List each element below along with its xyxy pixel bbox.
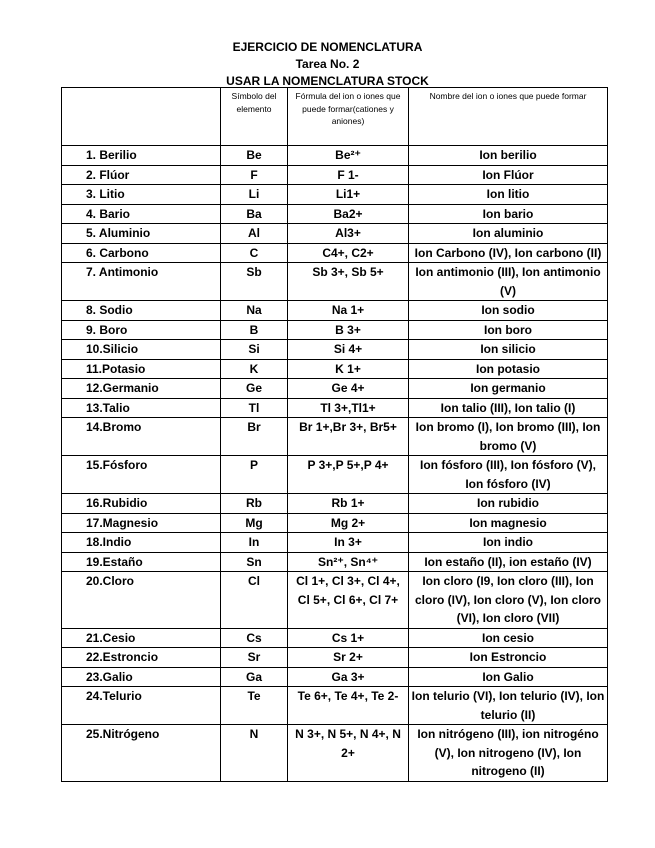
ion-name-cell: Ion Carbono (IV), Ion carbono (II) xyxy=(409,243,608,263)
ion-name-cell: Ion sodio xyxy=(409,301,608,321)
element-name-cell: 5. Aluminio xyxy=(62,224,221,244)
ion-name-cell: Ion silicio xyxy=(409,340,608,360)
ion-name-cell: Ion berilio xyxy=(409,146,608,166)
element-name-cell: 13.Talio xyxy=(62,398,221,418)
header-formula: Fórmula del ion o iones que puede formar(cationes y aniones) xyxy=(288,88,409,146)
element-symbol-cell: Tl xyxy=(221,398,288,418)
element-symbol-cell: Cs xyxy=(221,628,288,648)
header-ion-name: Nombre del ion o iones que puede formar xyxy=(409,88,608,146)
ion-name-cell: Ion Galio xyxy=(409,667,608,687)
ion-formula-cell: In 3+ xyxy=(288,533,409,553)
ion-name-cell: Ion fósforo (III), Ion fósforo (V), Ion fósforo (IV) xyxy=(409,456,608,494)
element-symbol-cell: Si xyxy=(221,340,288,360)
element-symbol-cell: Al xyxy=(221,224,288,244)
element-name-cell: 15.Fósforo xyxy=(62,456,221,494)
element-name-cell: 12.Germanio xyxy=(62,379,221,399)
ion-formula-cell: Cs 1+ xyxy=(288,628,409,648)
instruction-line: USAR LA NOMENCLATURA STOCK xyxy=(226,74,429,87)
ion-formula-cell: Sb 3+, Sb 5+ xyxy=(288,263,409,301)
ion-name-cell: Ion magnesio xyxy=(409,513,608,533)
ion-formula-cell: Li1+ xyxy=(288,185,409,205)
table-row xyxy=(62,725,608,782)
assignment-number: Tarea No. 2 xyxy=(295,57,360,71)
table-row xyxy=(62,185,608,205)
element-symbol-cell: In xyxy=(221,533,288,553)
ion-formula-cell: K 1+ xyxy=(288,359,409,379)
element-name-cell: 17.Magnesio xyxy=(62,513,221,533)
element-name-cell: 11.Potasio xyxy=(62,359,221,379)
table-row xyxy=(62,301,608,321)
table-row xyxy=(62,379,608,399)
table-row xyxy=(62,552,608,572)
element-symbol-cell: B xyxy=(221,320,288,340)
element-name-cell: 1. Berilio xyxy=(62,146,221,166)
table-row xyxy=(62,359,608,379)
ion-formula-cell: B 3+ xyxy=(288,320,409,340)
ion-name-cell: Ion antimonio (III), Ion antimonio (V) xyxy=(409,263,608,301)
table-row xyxy=(62,494,608,514)
table-row xyxy=(62,165,608,185)
ion-name-cell: Ion germanio xyxy=(409,379,608,399)
element-name-cell: 9. Boro xyxy=(62,320,221,340)
ion-formula-cell: Na 1+ xyxy=(288,301,409,321)
ion-formula-cell: Sn²⁺, Sn⁴⁺ xyxy=(288,552,409,572)
ion-name-cell: Ion bromo (I), Ion bromo (III), Ion bromo (V) xyxy=(409,418,608,456)
ion-formula-cell: Tl 3+,Tl1+ xyxy=(288,398,409,418)
element-name-cell: 22.Estroncio xyxy=(62,648,221,668)
table-row xyxy=(62,687,608,725)
table-row xyxy=(62,340,608,360)
element-symbol-cell: Sr xyxy=(221,648,288,668)
ion-formula-cell: Al3+ xyxy=(288,224,409,244)
ion-name-cell: Ion estaño (II), ion estaño (IV) xyxy=(409,552,608,572)
ion-formula-cell: N 3+, N 5+, N 4+, N 2+ xyxy=(288,725,409,782)
element-name-cell: 25.Nitrógeno xyxy=(62,725,221,782)
element-symbol-cell: K xyxy=(221,359,288,379)
element-symbol-cell: Te xyxy=(221,687,288,725)
table-body xyxy=(62,146,608,782)
ion-formula-cell: Cl 1+, Cl 3+, Cl 4+, Cl 5+, Cl 6+, Cl 7+ xyxy=(288,572,409,629)
element-symbol-cell: Rb xyxy=(221,494,288,514)
ion-name-cell: Ion nitrógeno (III), ion nitrogéno (V), Ion nitrogeno (IV), Ion nitrogeno (II) xyxy=(409,725,608,782)
ion-name-cell: Ion Estroncio xyxy=(409,648,608,668)
ion-formula-cell: Sr 2+ xyxy=(288,648,409,668)
table-row xyxy=(62,572,608,629)
exercise-title: EJERCICIO DE NOMENCLATURA xyxy=(232,40,423,54)
element-symbol-cell: Li xyxy=(221,185,288,205)
element-symbol-cell: N xyxy=(221,725,288,782)
ion-name-cell: Ion litio xyxy=(409,185,608,205)
ion-name-cell: Ion aluminio xyxy=(409,224,608,244)
ion-formula-cell: C4+, C2+ xyxy=(288,243,409,263)
table-row xyxy=(62,224,608,244)
element-symbol-cell: C xyxy=(221,243,288,263)
table-row xyxy=(62,533,608,553)
ion-formula-cell: Be²⁺ xyxy=(288,146,409,166)
element-name-cell: 8. Sodio xyxy=(62,301,221,321)
element-name-cell: 16.Rubidio xyxy=(62,494,221,514)
table-row xyxy=(62,456,608,494)
ion-name-cell: Ion cesio xyxy=(409,628,608,648)
ion-name-cell: Ion talio (III), Ion talio (I) xyxy=(409,398,608,418)
element-symbol-cell: Br xyxy=(221,418,288,456)
element-name-cell: 7. Antimonio xyxy=(62,263,221,301)
ion-name-cell: Ion rubidio xyxy=(409,494,608,514)
ion-formula-cell: Te 6+, Te 4+, Te 2- xyxy=(288,687,409,725)
element-symbol-cell: P xyxy=(221,456,288,494)
header-element xyxy=(62,88,221,146)
ion-name-cell: Ion telurio (VI), Ion telurio (IV), Ion telurio (II) xyxy=(409,687,608,725)
ion-formula-cell: Ba2+ xyxy=(288,204,409,224)
element-symbol-cell: Cl xyxy=(221,572,288,629)
table-row xyxy=(62,320,608,340)
element-name-cell: 24.Telurio xyxy=(62,687,221,725)
table-row xyxy=(62,667,608,687)
ion-formula-cell: Br 1+,Br 3+, Br5+ xyxy=(288,418,409,456)
element-symbol-cell: Ba xyxy=(221,204,288,224)
ion-name-cell: Ion indio xyxy=(409,533,608,553)
element-name-cell: 2. Flúor xyxy=(62,165,221,185)
element-symbol-cell: F xyxy=(221,165,288,185)
element-symbol-cell: Ge xyxy=(221,379,288,399)
table-row xyxy=(62,398,608,418)
ion-formula-cell: Rb 1+ xyxy=(288,494,409,514)
table-row xyxy=(62,418,608,456)
ion-formula-cell: F 1- xyxy=(288,165,409,185)
element-name-cell: 4. Bario xyxy=(62,204,221,224)
ion-formula-cell: Ge 4+ xyxy=(288,379,409,399)
element-name-cell: 14.Bromo xyxy=(62,418,221,456)
table-row xyxy=(62,513,608,533)
element-name-cell: 10.Silicio xyxy=(62,340,221,360)
element-name-cell: 23.Galio xyxy=(62,667,221,687)
ion-name-cell: Ion bario xyxy=(409,204,608,224)
ion-name-cell: Ion boro xyxy=(409,320,608,340)
element-symbol-cell: Sb xyxy=(221,263,288,301)
table-row xyxy=(62,263,608,301)
ion-formula-cell: Si 4+ xyxy=(288,340,409,360)
ion-formula-cell: Mg 2+ xyxy=(288,513,409,533)
table-row xyxy=(62,204,608,224)
element-symbol-cell: Be xyxy=(221,146,288,166)
ion-formula-cell: Ga 3+ xyxy=(288,667,409,687)
table-header-row xyxy=(62,88,608,146)
table-row xyxy=(62,628,608,648)
element-symbol-cell: Mg xyxy=(221,513,288,533)
element-symbol-cell: Na xyxy=(221,301,288,321)
element-name-cell: 6. Carbono xyxy=(62,243,221,263)
element-symbol-cell: Sn xyxy=(221,552,288,572)
element-name-cell: 3. Litio xyxy=(62,185,221,205)
table-row xyxy=(62,243,608,263)
table-row xyxy=(62,146,608,166)
nomenclature-table xyxy=(61,87,608,782)
element-name-cell: 18.Indio xyxy=(62,533,221,553)
header-symbol: Símbolo del elemento xyxy=(221,88,288,146)
ion-name-cell: Ion cloro (I9, Ion cloro (III), Ion cloro (IV), Ion cloro (V), Ion cloro (VI), Ion cloro (VII) xyxy=(409,572,608,629)
ion-formula-cell: P 3+,P 5+,P 4+ xyxy=(288,456,409,494)
ion-name-cell: Ion potasio xyxy=(409,359,608,379)
element-name-cell: 19.Estaño xyxy=(62,552,221,572)
element-symbol-cell: Ga xyxy=(221,667,288,687)
element-name-cell: 20.Cloro xyxy=(62,572,221,629)
ion-name-cell: Ion Flúor xyxy=(409,165,608,185)
element-name-cell: 21.Cesio xyxy=(62,628,221,648)
table-row xyxy=(62,648,608,668)
